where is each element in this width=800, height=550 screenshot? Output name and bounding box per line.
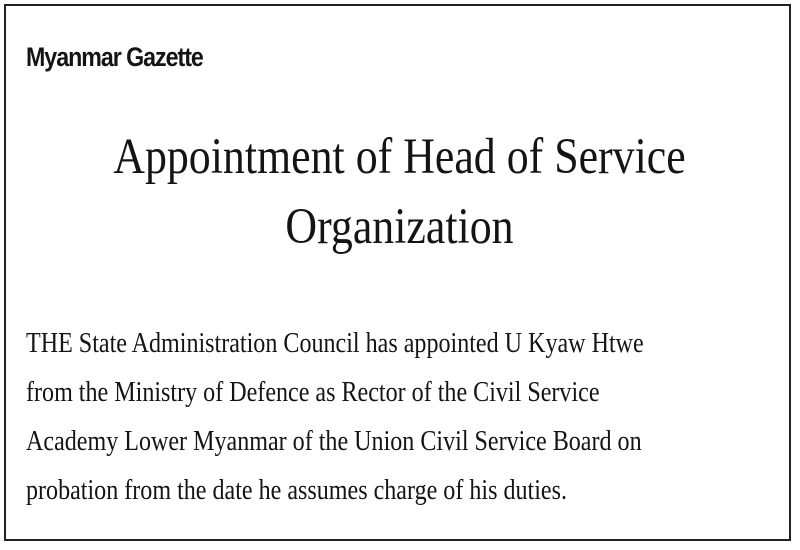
notice-frame xyxy=(4,4,791,541)
publication-name: Myanmar Gazette xyxy=(26,42,203,72)
body-line: THE State Administration Council has appointed U Kyaw Htwe xyxy=(26,327,644,359)
article-body xyxy=(26,319,770,515)
headline-line: Organization xyxy=(285,199,514,255)
body-line: from the Ministry of Defence as Rector of the Civil Service xyxy=(26,376,600,408)
article-headline xyxy=(6,122,793,262)
body-line: probation from the date he assumes charge of his duties. xyxy=(26,474,567,506)
headline-line: Appointment of Head of Service xyxy=(113,129,686,185)
body-line: Academy Lower Myanmar of the Union Civil Service Board on xyxy=(26,425,642,457)
